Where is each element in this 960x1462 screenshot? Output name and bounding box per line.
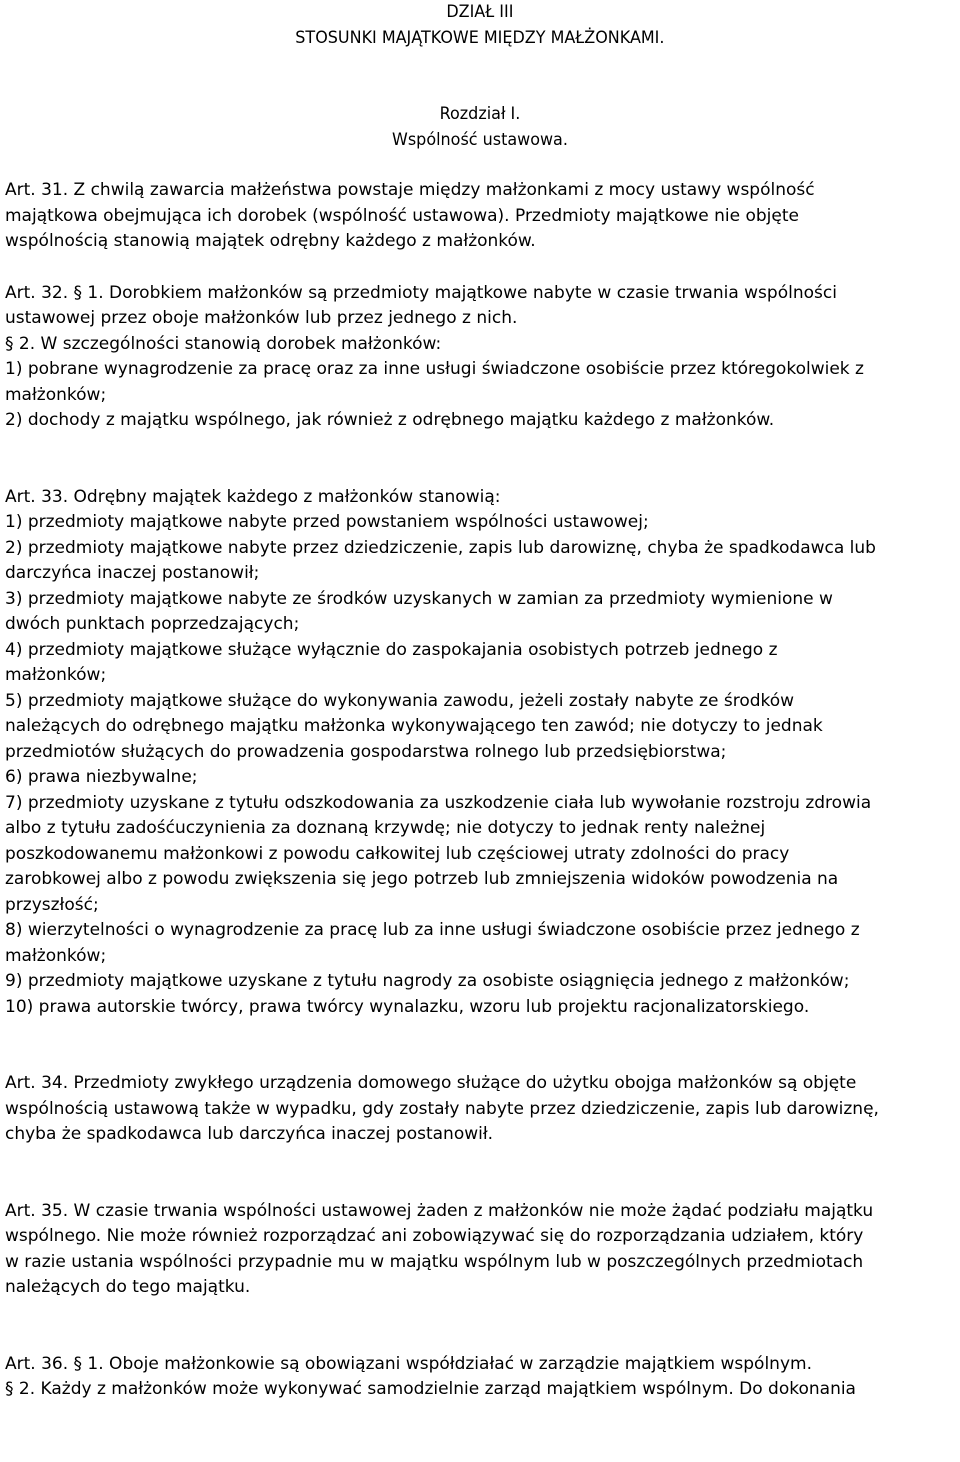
division-heading <box>5 0 955 51</box>
article-35-line: Art. 35. W czasie trwania wspólności ustawowej żaden z małżonków nie może żądać podziału majątku <box>5 1200 874 1221</box>
article-34-line: chyba że spadkodawca lub darczyńca inaczej postanowił. <box>5 1124 494 1144</box>
article-33-line: należących do odrębnego majątku małżonka wykonywającego ten zawód; nie dotyczy to jednak <box>5 716 823 736</box>
article-36 <box>5 1352 955 1403</box>
division-number: DZIAŁ III <box>446 2 514 22</box>
chapter-heading <box>5 102 955 153</box>
article-33-line: 3) przedmioty majątkowe nabyte ze środków uzyskanych w zamian za przedmioty wymienione w <box>5 588 833 609</box>
article-33 <box>5 485 955 1021</box>
article-34-line: wspólnością ustawową także w wypadku, gdy zostały nabyte przez dziedziczenie, zapis lub darowiznę, <box>5 1098 879 1119</box>
article-33-line: 9) przedmioty majątkowe uzyskane z tytułu nagrody za osobiste osiągnięcia jednego z małżonków; <box>5 971 850 991</box>
article-33-line: 4) przedmioty majątkowe służące wyłącznie do zaspokajania osobistych potrzeb jednego z <box>5 639 778 660</box>
article-32-line: § 2. W szczególności stanowią dorobek małżonków: <box>5 333 442 354</box>
article-35-line: należących do tego majątku. <box>5 1277 251 1297</box>
article-33-line: 1) przedmioty majątkowe nabyte przed powstaniem wspólności ustawowej; <box>5 512 649 532</box>
article-33-line: darczyńca inaczej postanowił; <box>5 563 260 583</box>
article-33-line: Art. 33. Odrębny majątek każdego z małżonków stanowią: <box>5 486 501 507</box>
article-34 <box>5 1071 955 1148</box>
article-31-line: Art. 31. Z chwilą zawarcia małżeństwa powstaje między małżonkami z mocy ustawy wspólność <box>5 180 815 200</box>
article-33-line: 8) wierzytelności o wynagrodzenie za pracę lub za inne usługi świadczone osobiście przez jednego z <box>5 920 860 940</box>
article-33-line: 6) prawa niezbywalne; <box>5 767 198 787</box>
article-33-line: dwóch punktach poprzedzających; <box>5 614 300 634</box>
article-33-line: poszkodowanemu małżonkowi z powodu całkowitej lub częściowej utraty zdolności do pracy <box>5 843 790 864</box>
article-35-line: wspólnego. Nie może również rozporządzać ani zobowiązywać się do rozporządzania udziałem, który <box>5 1226 864 1246</box>
article-32-line: małżonków; <box>5 384 107 405</box>
article-32-line: ustawowej przez oboje małżonków lub przez jednego z nich. <box>5 308 518 328</box>
article-31 <box>5 178 955 255</box>
article-33-line: albo z tytułu zadośćuczynienia za doznaną krzywdę; nie dotyczy to jednak renty należnej <box>5 818 766 838</box>
article-31-line: majątkowa obejmująca ich dorobek (wspólność ustawowa). Przedmioty majątkowe nie objęte <box>5 205 799 226</box>
article-33-line: przyszłość; <box>5 894 99 915</box>
article-34-line: Art. 34. Przedmioty zwykłego urządzenia domowego służące do użytku obojga małżonków są objęte <box>5 1073 857 1093</box>
article-33-line: 10) prawa autorskie twórcy, prawa twórcy wynalazku, wzoru lub projektu racjonalizatorskiego. <box>5 996 810 1017</box>
article-33-line: 5) przedmioty majątkowe służące do wykonywania zawodu, jeżeli zostały nabyte ze środków <box>5 690 795 711</box>
article-32 <box>5 281 955 434</box>
article-35-line: w razie ustania wspólności przypadnie mu w majątku wspólnym lub w poszczególnych przedmiotach <box>5 1251 864 1272</box>
article-33-line: 7) przedmioty uzyskane z tytułu odszkodowania za uszkodzenie ciała lub wywołanie rozstroju zdrowia <box>5 792 872 813</box>
article-36-line: Art. 36. § 1. Oboje małżonkowie są obowiązani współdziałać w zarządzie majątkiem wspólnym. <box>5 1353 812 1374</box>
chapter-title: Wspólność ustawowa. <box>392 129 568 150</box>
article-31-line: wspólnością stanowią majątek odrębny każdego z małżonków. <box>5 231 536 251</box>
article-32-line: Art. 32. § 1. Dorobkiem małżonków są przedmioty majątkowe nabyte w czasie trwania wspólności <box>5 282 837 303</box>
article-33-line: małżonków; <box>5 665 107 685</box>
article-33-line: 2) przedmioty majątkowe nabyte przez dziedziczenie, zapis lub darowiznę, chyba że spadkodawca lub <box>5 537 876 558</box>
article-32-line: 2) dochody z majątku wspólnego, jak również z odrębnego majątku każdego z małżonków. <box>5 410 775 430</box>
division-title: STOSUNKI MAJĄTKOWE MIĘDZY MAŁŻONKAMI. <box>295 27 665 48</box>
document-page <box>5 0 955 1403</box>
article-33-line: małżonków; <box>5 945 107 966</box>
article-32-line: 1) pobrane wynagrodzenie za pracę oraz za inne usługi świadczone osobiście przez któregokolwiek z <box>5 359 864 379</box>
chapter-number: Rozdział I. <box>439 104 521 124</box>
article-33-line: przedmiotów służących do prowadzenia gospodarstwa rolnego lub przedsiębiorstwa; <box>5 741 727 762</box>
article-35 <box>5 1199 955 1301</box>
article-36-line: § 2. Każdy z małżonków może wykonywać samodzielnie zarząd majątkiem wspólnym. Do dokonania <box>5 1379 856 1399</box>
article-33-line: zarobkowej albo z powodu zwiększenia się jego potrzeb lub zmniejszenia widoków powodzenia na <box>5 869 839 889</box>
